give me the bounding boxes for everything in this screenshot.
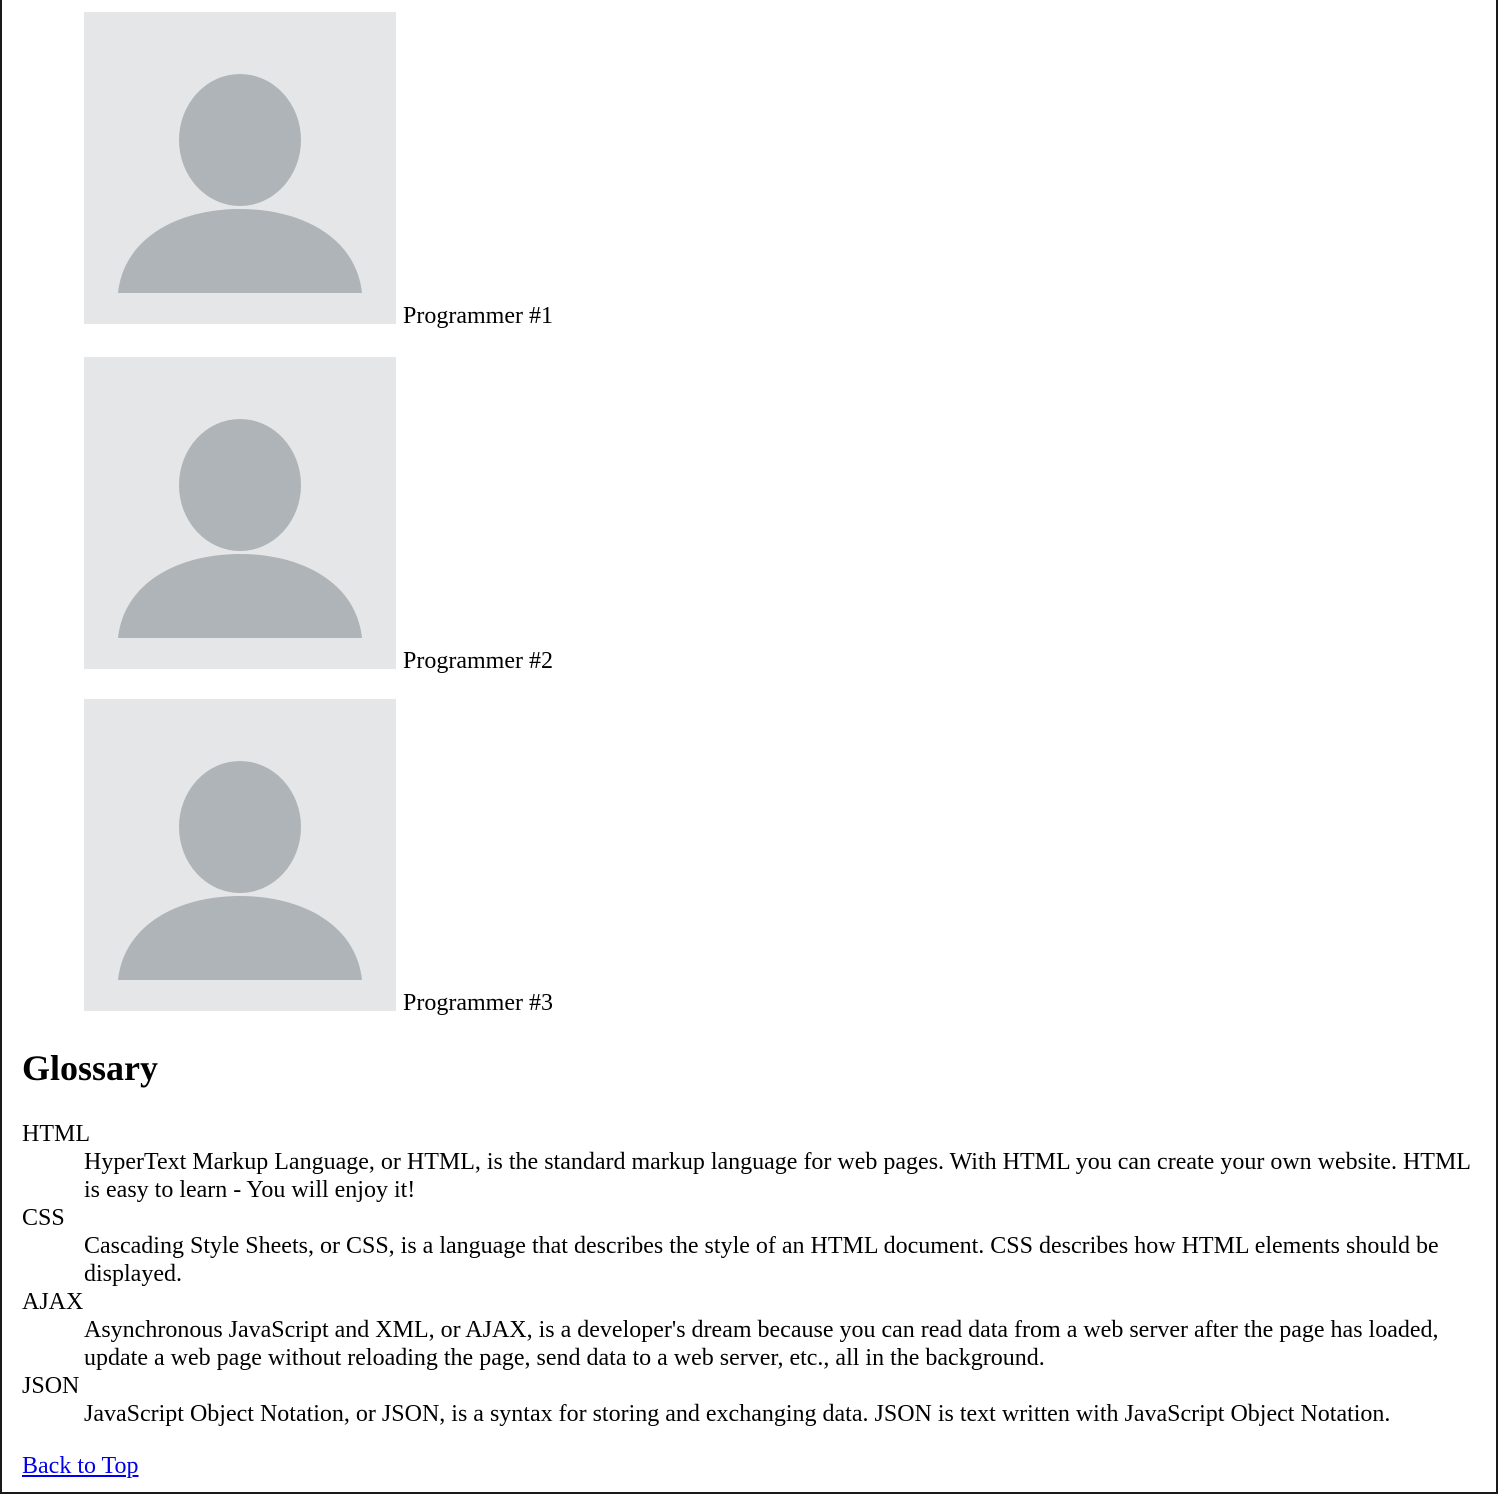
programmer-figure-2: [84, 357, 553, 674]
glossary-definition-html: HyperText Markup Language, or HTML, is the standard markup language for web pages. With HTML you can create your own website. HTML is easy to learn - You will enjoy it!: [84, 1149, 1471, 1203]
back-to-top-link[interactable]: Back to Top: [22, 1453, 139, 1479]
glossary-list: [22, 1120, 1472, 1428]
glossary-definition-json: JavaScript Object Notation, or JSON, is a syntax for storing and exchanging data. JSON is text written with JavaScript Object Notation.: [84, 1401, 1391, 1427]
glossary-definition-ajax: Asynchronous JavaScript and XML, or AJAX, is a developer's dream because you can read data from a web server after the page has loaded, update a web page without reloading the page, send data to a web server, etc., all in the background.: [84, 1317, 1439, 1371]
glossary-section: [22, 1040, 1472, 1480]
programmer-caption: Programmer #2: [403, 648, 553, 674]
user-placeholder-icon: [84, 357, 396, 669]
glossary-term-ajax: AJAX: [22, 1289, 84, 1315]
user-placeholder-icon: [84, 699, 396, 1011]
programmer-figure-3: [84, 699, 553, 1016]
user-placeholder-icon: [84, 12, 396, 324]
glossary-definition-css: Cascading Style Sheets, or CSS, is a language that describes the style of an HTML document. CSS describes how HTML elements should be displayed.: [84, 1233, 1439, 1287]
glossary-term-json: JSON: [22, 1373, 80, 1399]
glossary-term-html: HTML: [22, 1121, 90, 1147]
programmer-figure-1: [84, 12, 553, 329]
glossary-term-css: CSS: [22, 1205, 65, 1231]
programmer-caption: Programmer #1: [403, 303, 553, 329]
glossary-title: Glossary: [22, 1048, 159, 1088]
programmer-caption: Programmer #3: [403, 990, 553, 1016]
